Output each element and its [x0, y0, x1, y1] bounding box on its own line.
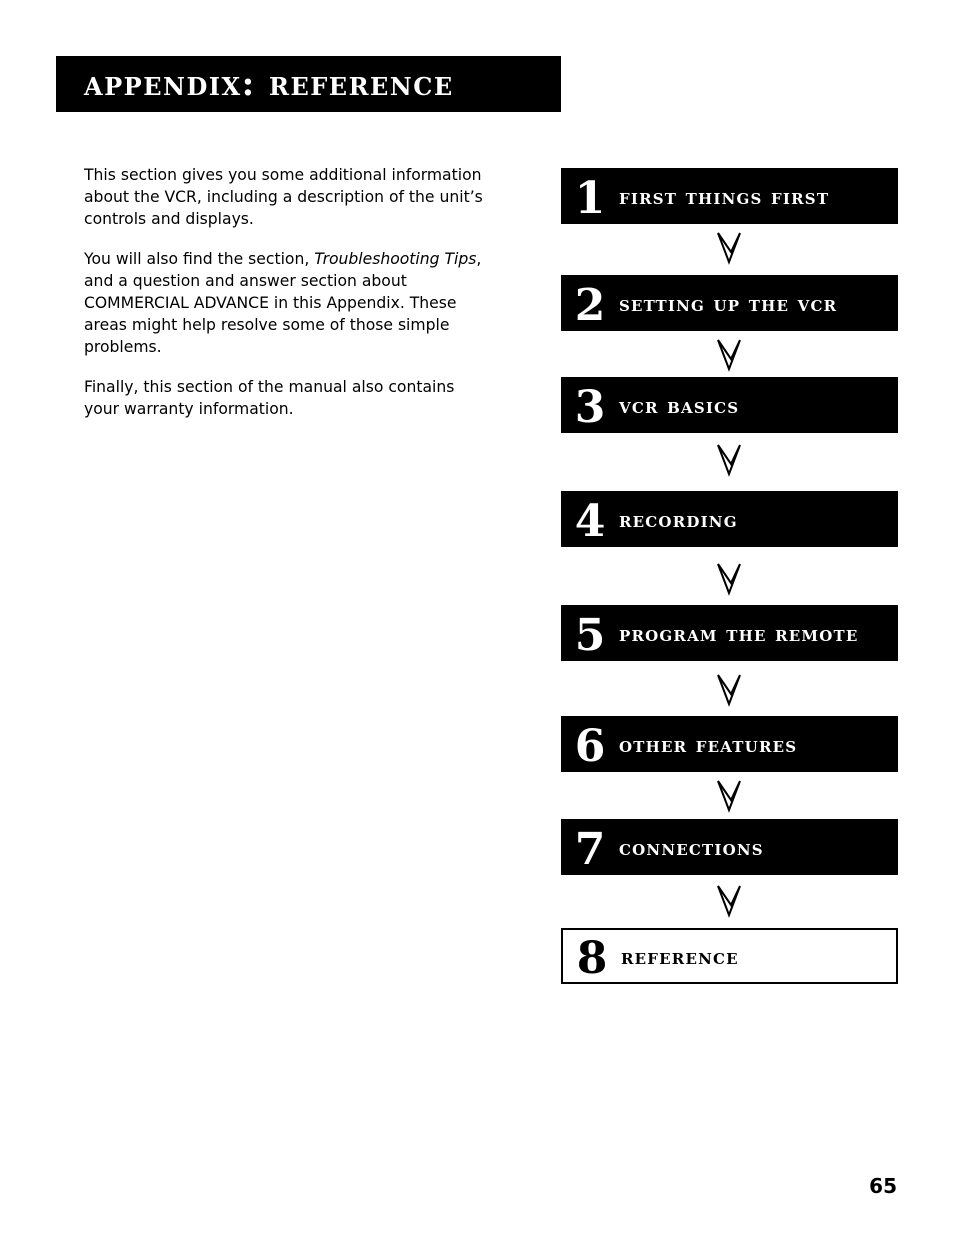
chapter-label: first things first: [619, 183, 830, 209]
page-title: appendix: reference: [84, 64, 454, 104]
chapter-label: other features: [619, 731, 798, 757]
chapter-6-block: [561, 716, 898, 772]
down-arrow-icon: [716, 231, 742, 265]
down-arrow-icon: [716, 779, 742, 813]
chapter-label: vcr basics: [619, 392, 740, 418]
chapter-5-block: [561, 605, 898, 661]
chapter-8-block-current: [561, 928, 898, 984]
chapter-1-block: [561, 168, 898, 224]
intro-paragraph-1: This section gives you some additional information about the VCR, including a description of the unit’s controls and displays.: [84, 166, 483, 228]
chapter-number: 5: [574, 610, 606, 661]
chapter-label: connections: [619, 834, 764, 860]
chapter-number: 4: [574, 496, 606, 547]
chapter-7-block: [561, 819, 898, 875]
section-title-bar: [56, 56, 561, 112]
intro-p2-start: You will also find the section,: [84, 250, 315, 269]
down-arrow-icon: [716, 673, 742, 707]
down-arrow-icon: [716, 562, 742, 596]
chapter-number: 2: [574, 280, 606, 331]
down-arrow-icon: [716, 884, 742, 918]
page-number: 65: [869, 1174, 897, 1198]
intro-text: [84, 165, 484, 440]
chapter-label: reference: [621, 943, 739, 969]
troubleshooting-tips-reference: Troubleshooting Tips: [314, 250, 477, 269]
down-arrow-icon: [716, 338, 742, 372]
chapter-number: 3: [574, 382, 606, 433]
chapter-number: 6: [574, 721, 606, 772]
chapter-number: 1: [574, 173, 606, 224]
intro-paragraph-3: Finally, this section of the manual also contains your warranty information.: [84, 378, 455, 419]
intro-p2-end: , and a question and answer section about COMMERCIAL ADVANCE in this Appendix. These areas might help resolve some of those simple problems.: [84, 250, 482, 356]
chapter-3-block: [561, 377, 898, 433]
chapter-label: program the remote: [619, 620, 859, 646]
chapter-label: recording: [619, 506, 738, 532]
intro-paragraph-2: [84, 249, 484, 358]
chapter-number: 7: [574, 824, 606, 875]
down-arrow-icon: [716, 443, 742, 477]
chapter-number: 8: [576, 933, 608, 984]
chapter-4-block: [561, 491, 898, 547]
chapter-label: setting up the vcr: [619, 290, 838, 316]
chapter-2-block: [561, 275, 898, 331]
